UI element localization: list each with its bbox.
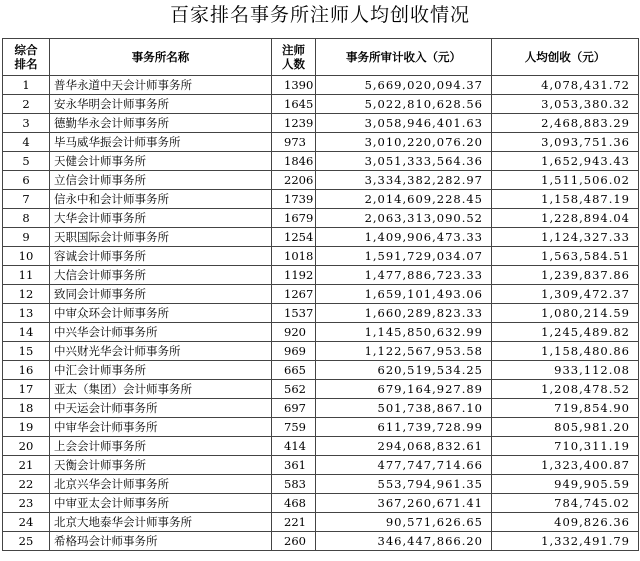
cpa-count-cell: 361 [272,456,316,475]
per-capita-revenue-cell: 1,158,480.86 [492,342,639,361]
audit-revenue-cell: 5,669,020,094.37 [316,76,492,95]
table-row [3,152,639,171]
rank-cell: 6 [3,171,50,190]
cpa-count-cell: 759 [272,418,316,437]
page-title: 百家排名事务所注师人均创收情况 [169,4,470,26]
per-capita-revenue-cell: 784,745.02 [492,494,639,513]
table-row [3,133,639,152]
firm-name-cell: 中汇会计师事务所 [50,361,272,380]
table-row [3,456,639,475]
rank-cell: 25 [3,532,50,551]
rank-cell: 10 [3,247,50,266]
table-row [3,418,639,437]
table-row [3,114,639,133]
rank-cell: 11 [3,266,50,285]
rank-cell: 19 [3,418,50,437]
cpa-count-cell: 1739 [272,190,316,209]
cpa-count-cell: 665 [272,361,316,380]
column-header-cpa-label: 注师人数 [282,43,305,71]
per-capita-revenue-cell: 1,323,400.87 [492,456,639,475]
cpa-count-cell: 468 [272,494,316,513]
cpa-count-cell: 414 [272,437,316,456]
rank-cell: 2 [3,95,50,114]
firm-name-cell: 亚太（集团）会计师事务所 [50,380,272,399]
audit-revenue-cell: 611,739,728.99 [316,418,492,437]
firm-name-cell: 希格玛会计师事务所 [50,532,272,551]
per-capita-revenue-cell: 805,981.20 [492,418,639,437]
firm-name-cell: 容诚会计师事务所 [50,247,272,266]
table-row [3,342,639,361]
column-header-rank-label: 综合排名 [14,43,38,71]
column-header-cpa [272,39,316,76]
cpa-count-cell: 2206 [272,171,316,190]
per-capita-revenue-cell: 1,245,489.82 [492,323,639,342]
cpa-count-cell: 697 [272,399,316,418]
per-capita-revenue-cell: 4,078,431.72 [492,76,639,95]
per-capita-revenue-cell: 1,208,478.52 [492,380,639,399]
cpa-count-cell: 1390 [272,76,316,95]
table-row [3,190,639,209]
per-capita-revenue-cell: 1,124,327.33 [492,228,639,247]
per-capita-revenue-cell: 1,332,491.79 [492,532,639,551]
cpa-count-cell: 221 [272,513,316,532]
cpa-count-cell: 1192 [272,266,316,285]
table-body [3,76,639,551]
table-row [3,95,639,114]
rank-cell: 4 [3,133,50,152]
per-capita-revenue-cell: 1,309,472.37 [492,285,639,304]
column-header-per-capita: 人均创收（元） [492,39,639,76]
audit-revenue-cell: 679,164,927.89 [316,380,492,399]
firm-name-cell: 信永中和会计师事务所 [50,190,272,209]
rank-cell: 3 [3,114,50,133]
table-row [3,285,639,304]
per-capita-revenue-cell: 1,511,506.02 [492,171,639,190]
cpa-count-cell: 1018 [272,247,316,266]
audit-revenue-cell: 553,794,961.35 [316,475,492,494]
cpa-count-cell: 973 [272,133,316,152]
audit-revenue-cell: 90,571,626.65 [316,513,492,532]
table-row [3,247,639,266]
cpa-count-cell: 260 [272,532,316,551]
table-row [3,171,639,190]
firm-name-cell: 上会会计师事务所 [50,437,272,456]
firm-name-cell: 北京大地泰华会计师事务所 [50,513,272,532]
audit-revenue-cell: 1,145,850,632.99 [316,323,492,342]
cpa-count-cell: 920 [272,323,316,342]
ranking-table [2,38,639,551]
audit-revenue-cell: 3,058,946,401.63 [316,114,492,133]
per-capita-revenue-cell: 1,158,487.19 [492,190,639,209]
column-header-rank [3,39,50,76]
per-capita-revenue-cell: 2,468,883.29 [492,114,639,133]
firm-name-cell: 中审众环会计师事务所 [50,304,272,323]
table-row [3,361,639,380]
rank-cell: 8 [3,209,50,228]
per-capita-revenue-cell: 1,228,894.04 [492,209,639,228]
audit-revenue-cell: 620,519,534.25 [316,361,492,380]
column-header-revenue: 事务所审计收入（元） [316,39,492,76]
per-capita-revenue-cell: 933,112.08 [492,361,639,380]
audit-revenue-cell: 5,022,810,628.56 [316,95,492,114]
audit-revenue-cell: 3,010,220,076.20 [316,133,492,152]
firm-name-cell: 大华会计师事务所 [50,209,272,228]
rank-cell: 23 [3,494,50,513]
firm-name-cell: 致同会计师事务所 [50,285,272,304]
firm-name-cell: 中审亚太会计师事务所 [50,494,272,513]
rank-cell: 20 [3,437,50,456]
cpa-count-cell: 583 [272,475,316,494]
table-row [3,76,639,95]
table-row [3,475,639,494]
audit-revenue-cell: 1,477,886,723.33 [316,266,492,285]
per-capita-revenue-cell: 3,093,751.36 [492,133,639,152]
rank-cell: 15 [3,342,50,361]
table-row [3,266,639,285]
firm-name-cell: 德勤华永会计师事务所 [50,114,272,133]
rank-cell: 12 [3,285,50,304]
per-capita-revenue-cell: 1,239,837.86 [492,266,639,285]
audit-revenue-cell: 1,122,567,953.58 [316,342,492,361]
audit-revenue-cell: 1,591,729,034.07 [316,247,492,266]
firm-name-cell: 立信会计师事务所 [50,171,272,190]
audit-revenue-cell: 2,063,313,090.52 [316,209,492,228]
rank-cell: 21 [3,456,50,475]
rank-cell: 18 [3,399,50,418]
per-capita-revenue-cell: 3,053,380.32 [492,95,639,114]
audit-revenue-cell: 367,260,671.41 [316,494,492,513]
firm-name-cell: 中兴华会计师事务所 [50,323,272,342]
firm-name-cell: 天衡会计师事务所 [50,456,272,475]
firm-name-cell: 天健会计师事务所 [50,152,272,171]
cpa-count-cell: 562 [272,380,316,399]
audit-revenue-cell: 2,014,609,228.45 [316,190,492,209]
firm-name-cell: 天职国际会计师事务所 [50,228,272,247]
table-row [3,532,639,551]
table-row [3,304,639,323]
rank-cell: 5 [3,152,50,171]
audit-revenue-cell: 1,409,906,473.33 [316,228,492,247]
per-capita-revenue-cell: 1,563,584.51 [492,247,639,266]
rank-cell: 24 [3,513,50,532]
per-capita-revenue-cell: 710,311.19 [492,437,639,456]
per-capita-revenue-cell: 1,652,943.43 [492,152,639,171]
firm-name-cell: 中天运会计师事务所 [50,399,272,418]
rank-cell: 9 [3,228,50,247]
table-header-row [3,39,639,76]
per-capita-revenue-cell: 719,854.90 [492,399,639,418]
firm-name-cell: 中审华会计师事务所 [50,418,272,437]
per-capita-revenue-cell: 409,826.36 [492,513,639,532]
cpa-count-cell: 1254 [272,228,316,247]
audit-revenue-cell: 1,659,101,493.06 [316,285,492,304]
table-row [3,323,639,342]
audit-revenue-cell: 477,747,714.66 [316,456,492,475]
audit-revenue-cell: 501,738,867.10 [316,399,492,418]
table-row [3,494,639,513]
firm-name-cell: 普华永道中天会计师事务所 [50,76,272,95]
rank-cell: 16 [3,361,50,380]
table-row [3,513,639,532]
cpa-count-cell: 1239 [272,114,316,133]
table-row [3,437,639,456]
column-header-name: 事务所名称 [50,39,272,76]
cpa-count-cell: 1846 [272,152,316,171]
cpa-count-cell: 1645 [272,95,316,114]
audit-revenue-cell: 346,447,866.20 [316,532,492,551]
cpa-count-cell: 969 [272,342,316,361]
firm-name-cell: 大信会计师事务所 [50,266,272,285]
table-row [3,209,639,228]
cpa-count-cell: 1267 [272,285,316,304]
audit-revenue-cell: 1,660,289,823.33 [316,304,492,323]
audit-revenue-cell: 3,334,382,282.97 [316,171,492,190]
rank-cell: 7 [3,190,50,209]
per-capita-revenue-cell: 1,080,214.59 [492,304,639,323]
cpa-count-cell: 1537 [272,304,316,323]
rank-cell: 17 [3,380,50,399]
rank-cell: 13 [3,304,50,323]
firm-name-cell: 毕马威华振会计师事务所 [50,133,272,152]
firm-name-cell: 安永华明会计师事务所 [50,95,272,114]
audit-revenue-cell: 3,051,333,564.36 [316,152,492,171]
audit-revenue-cell: 294,068,832.61 [316,437,492,456]
rank-cell: 1 [3,76,50,95]
cpa-count-cell: 1679 [272,209,316,228]
rank-cell: 14 [3,323,50,342]
rank-cell: 22 [3,475,50,494]
firm-name-cell: 中兴财光华会计师事务所 [50,342,272,361]
table-row [3,399,639,418]
firm-name-cell: 北京兴华会计师事务所 [50,475,272,494]
table-row [3,380,639,399]
per-capita-revenue-cell: 949,905.59 [492,475,639,494]
table-row [3,228,639,247]
